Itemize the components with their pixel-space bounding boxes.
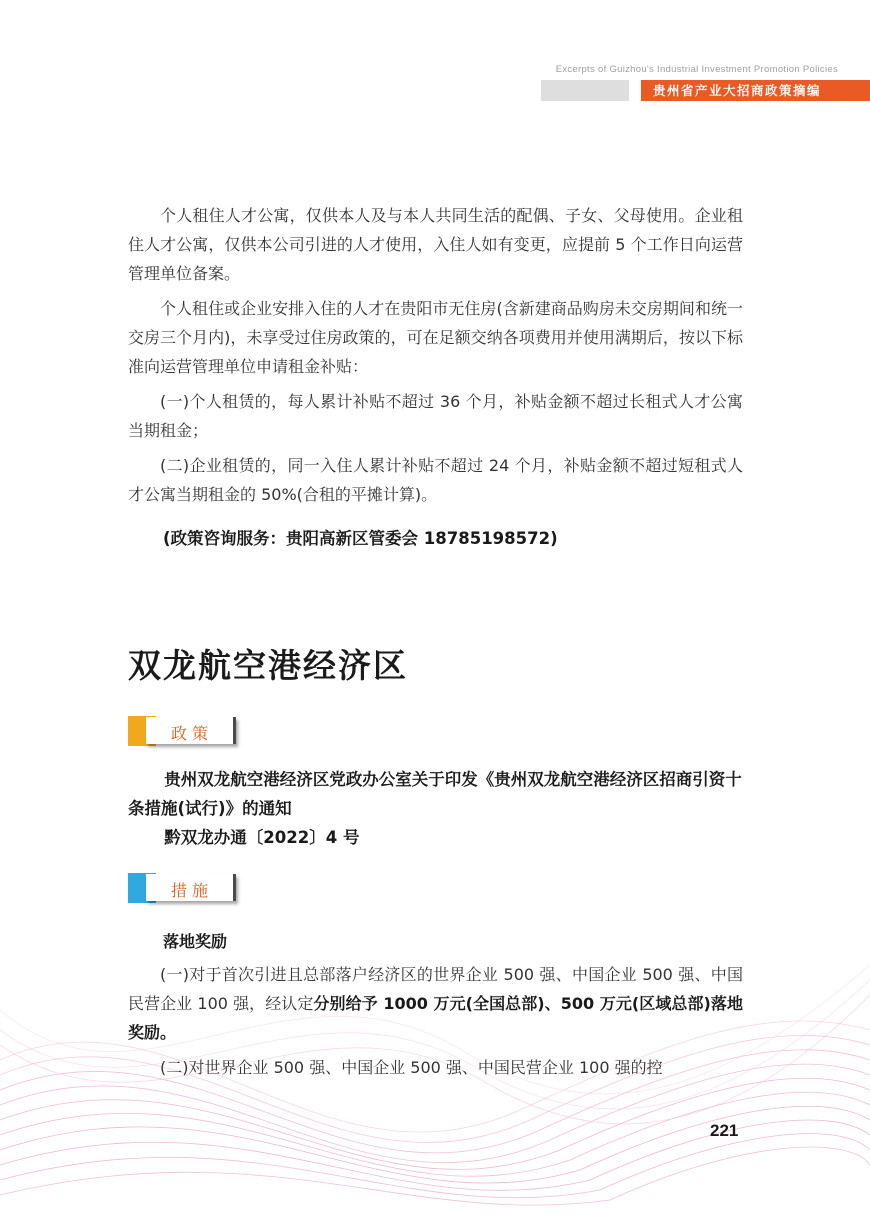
measures-text bbox=[128, 960, 743, 1082]
rental-policy-text bbox=[128, 201, 743, 509]
subheading: 落地奖励 bbox=[163, 932, 228, 951]
page-number: 221 bbox=[710, 1121, 739, 1140]
header-subtitle-en: Excerpts of Guizhou's Industrial Investment Promotion Policies bbox=[555, 64, 838, 75]
notice-title: 贵州双龙航空港经济区党政办公室关于印发《贵州双龙航空港经济区招商引资十条措施(试行)》的通知 bbox=[128, 770, 742, 818]
measures-tag bbox=[128, 873, 238, 905]
policy-tag bbox=[128, 716, 238, 748]
notice-block bbox=[128, 765, 743, 852]
body-paragraph: 个人租住或企业安排入住的人才在贵阳市无住房(含新建商品购房未交房期间和统一交房三个月内)，未享受过住房政策的，可在足额交纳各项费用并使用满期后，按以下标准向运营管理单位申请租金补贴： bbox=[128, 299, 743, 376]
body-paragraph: 个人租住人才公寓，仅供本人及与本人共同生活的配偶、子女、父母使用。企业租住人才公寓，仅供本公司引进的人才使用，入住人如有变更，应提前 5 个工作日向运营管理单位备案。 bbox=[128, 206, 743, 283]
measure-paragraph: (二)对世界企业 500 强、中国企业 500 强、中国民营企业 100 强的控 bbox=[160, 1058, 663, 1077]
header-gray-bar bbox=[541, 80, 629, 101]
tag-label: 措施 bbox=[171, 881, 214, 900]
measure-bold-text: 分别给予 1000 万元(全国总部)、500 万元(区域总部)落地奖励。 bbox=[128, 994, 743, 1042]
notice-doc-number: 黔双龙办通〔2022〕4 号 bbox=[164, 828, 360, 847]
measure-paragraph bbox=[128, 960, 743, 1047]
body-paragraph: (一)个人租赁的，每人累计补贴不超过 36 个月，补贴金额不超过长租式人才公寓当期租金； bbox=[128, 392, 743, 440]
tag-label: 政策 bbox=[171, 724, 214, 743]
measure-plain-text: (一)对于首次引进且总部落户经济区的世界企业 500 强、中国企业 500 强、中国民营企业 100 强，经认定 bbox=[128, 965, 743, 1013]
body-paragraph: (二)企业租赁的，同一入住人累计补贴不超过 24 个月，补贴金额不超过短租式人才公寓当期租金的 50%(合租的平摊计算)。 bbox=[128, 456, 743, 504]
policy-consult-line: (政策咨询服务：贵阳高新区管委会 18785198572) bbox=[163, 529, 558, 548]
header-title-bar: 贵州省产业大招商政策摘编 bbox=[641, 80, 870, 101]
section-title: 双龙航空港经济区 bbox=[128, 646, 408, 685]
